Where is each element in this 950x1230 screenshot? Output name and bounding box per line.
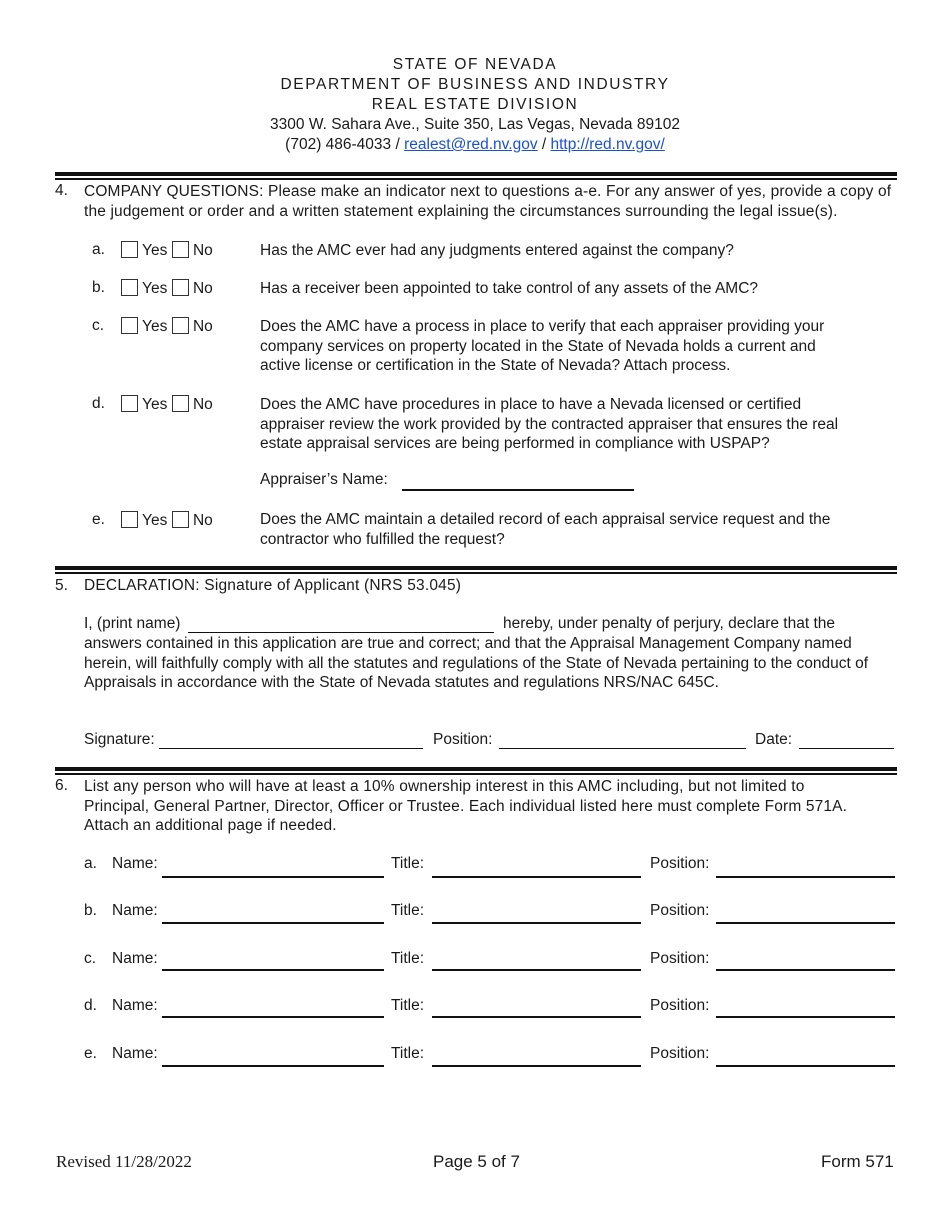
- owner-title-label: Title:: [391, 855, 425, 872]
- signature-field[interactable]: [159, 748, 423, 749]
- question-c-no-checkbox[interactable]: [172, 317, 189, 334]
- section-6-number: 6.: [55, 777, 68, 794]
- owner-position-field[interactable]: [716, 1065, 895, 1067]
- owner-name-label: Name:: [112, 997, 158, 1014]
- owner-title-field[interactable]: [432, 876, 641, 878]
- email-link[interactable]: realest@red.nv.gov: [404, 136, 538, 153]
- question-d-no-checkbox[interactable]: [172, 395, 189, 412]
- owner-title-label: Title:: [391, 950, 425, 967]
- owner-name-field[interactable]: [162, 922, 384, 924]
- date-field[interactable]: [799, 748, 894, 749]
- owner-row-letter: e.: [84, 1045, 97, 1062]
- appraiser-name-field[interactable]: [402, 489, 634, 491]
- department-name: DEPARTMENT OF BUSINESS AND INDUSTRY: [280, 76, 670, 93]
- declaration-position-label: Position:: [433, 731, 493, 748]
- owner-title-field[interactable]: [432, 969, 641, 971]
- revision-date: Revised 11/28/2022: [56, 1152, 192, 1171]
- yes-label: Yes: [142, 280, 168, 297]
- yes-label: Yes: [142, 512, 168, 529]
- owner-name-field[interactable]: [162, 1016, 384, 1018]
- yes-label: Yes: [142, 242, 168, 259]
- question-a-no-checkbox[interactable]: [172, 241, 189, 258]
- no-label: No: [192, 280, 213, 297]
- question-e-no-checkbox[interactable]: [172, 511, 189, 528]
- declaration-position-field[interactable]: [499, 748, 746, 749]
- no-label: No: [192, 512, 213, 529]
- state-name: STATE OF NEVADA: [392, 56, 558, 73]
- owner-position-label: Position:: [650, 997, 710, 1014]
- owner-name-field[interactable]: [162, 1065, 384, 1067]
- owner-title-field[interactable]: [432, 1065, 641, 1067]
- division-name: REAL ESTATE DIVISION: [371, 96, 579, 113]
- question-e-yes-checkbox[interactable]: [121, 511, 138, 528]
- form-number: Form 571: [821, 1152, 894, 1171]
- address: 3300 W. Sahara Ave., Suite 350, Las Vegas, Nevada 89102: [270, 116, 680, 133]
- section-divider: [55, 172, 897, 180]
- question-d-text: Does the AMC have procedures in place to have a Nevada licensed or certified appraiser review the work provided by the contracted appraiser that ensures the real estate appraisal services are being performed in compliance with USPAP?: [260, 396, 839, 452]
- owner-position-label: Position:: [650, 855, 710, 872]
- owner-title-field[interactable]: [432, 922, 641, 924]
- phone: (702) 486-4033: [285, 136, 392, 153]
- owner-position-field[interactable]: [716, 1016, 895, 1018]
- owner-position-field[interactable]: [716, 922, 895, 924]
- no-label: No: [192, 396, 213, 413]
- print-name-label: I, (print name): [84, 615, 181, 632]
- owner-name-label: Name:: [112, 1045, 158, 1062]
- question-c-answers: [121, 317, 213, 336]
- question-c-text: Does the AMC have a process in place to verify that each appraiser providing your company services on property located in the State of Nevada holds a current and active license or certification in the State of Nevada? Attach process.: [260, 318, 825, 374]
- question-a-yes-checkbox[interactable]: [121, 241, 138, 258]
- question-c-yes-checkbox[interactable]: [121, 317, 138, 334]
- owner-position-field[interactable]: [716, 876, 895, 878]
- owner-position-label: Position:: [650, 902, 710, 919]
- section-5-number: 5.: [55, 577, 68, 594]
- owner-title-label: Title:: [391, 902, 425, 919]
- separator: /: [537, 136, 551, 153]
- separator: /: [391, 136, 405, 153]
- section-5-title: DECLARATION: Signature of Applicant (NRS 53.045): [84, 577, 462, 594]
- no-label: No: [192, 242, 213, 259]
- contact-line: [0, 135, 950, 155]
- yes-label: Yes: [142, 396, 168, 413]
- appraiser-name-label: Appraiser’s Name:: [260, 471, 388, 488]
- question-d-yes-checkbox[interactable]: [121, 395, 138, 412]
- owner-title-label: Title:: [391, 997, 425, 1014]
- declaration-line-1: hereby, under penalty of perjury, declare that the: [503, 615, 836, 632]
- section-4-instructions: COMPANY QUESTIONS: Please make an indicator next to questions a-e. For any answer of yes, provide a copy of the judgement or order and a written statement explaining the circumstances surrounding the legal issue(s).: [84, 183, 892, 220]
- question-c-letter: c.: [92, 317, 105, 334]
- yes-label: Yes: [142, 318, 168, 335]
- question-b-answers: [121, 279, 213, 298]
- question-a-letter: a.: [92, 241, 105, 258]
- question-d-answers: [121, 395, 213, 414]
- owner-name-field[interactable]: [162, 969, 384, 971]
- website-link[interactable]: http://red.nv.gov/: [550, 136, 665, 153]
- owner-name-label: Name:: [112, 855, 158, 872]
- owner-row-letter: a.: [84, 855, 97, 872]
- declaration-body: answers contained in this application are true and correct; and that the Appraisal Management Company named herein, will faithfully comply with all the statutes and regulations of the State of Nevada pertaining to the conduct of Appraisals in accordance with the State of Nevada statutes and regulations NRS/NAC 645C.: [84, 635, 869, 691]
- owner-position-label: Position:: [650, 1045, 710, 1062]
- signature-label: Signature:: [84, 731, 155, 748]
- question-b-no-checkbox[interactable]: [172, 279, 189, 296]
- date-label: Date:: [755, 731, 793, 748]
- question-e-letter: e.: [92, 511, 105, 528]
- section-divider: [55, 566, 897, 574]
- owner-row-letter: d.: [84, 997, 97, 1014]
- question-b-letter: b.: [92, 279, 105, 296]
- question-e-answers: [121, 511, 213, 530]
- owner-position-label: Position:: [650, 950, 710, 967]
- owner-name-label: Name:: [112, 902, 158, 919]
- owner-title-field[interactable]: [432, 1016, 641, 1018]
- owner-row-letter: b.: [84, 902, 97, 919]
- owner-row-letter: c.: [84, 950, 97, 967]
- section-4-number: 4.: [55, 182, 68, 199]
- section-6-instructions: List any person who will have at least a 10% ownership interest in this AMC including, but not limited to Principal, General Partner, Director, Officer or Trustee. Each individual listed here must complete Form 571A. Attach an additional page if needed.: [84, 778, 848, 834]
- print-name-field[interactable]: [188, 632, 494, 633]
- question-e-text: Does the AMC maintain a detailed record of each appraisal service request and the contractor who fulfilled the request?: [260, 511, 831, 548]
- owner-name-label: Name:: [112, 950, 158, 967]
- question-a-answers: [121, 241, 213, 260]
- question-b-text: Has a receiver been appointed to take control of any assets of the AMC?: [260, 280, 759, 297]
- owner-title-label: Title:: [391, 1045, 425, 1062]
- owner-name-field[interactable]: [162, 876, 384, 878]
- letterhead: [0, 55, 950, 155]
- question-d-letter: d.: [92, 395, 105, 412]
- no-label: No: [192, 318, 213, 335]
- owner-position-field[interactable]: [716, 969, 895, 971]
- page-number: Page 5 of 7: [433, 1152, 520, 1171]
- question-a-text: Has the AMC ever had any judgments entered against the company?: [260, 242, 734, 259]
- section-divider: [55, 767, 897, 775]
- question-b-yes-checkbox[interactable]: [121, 279, 138, 296]
